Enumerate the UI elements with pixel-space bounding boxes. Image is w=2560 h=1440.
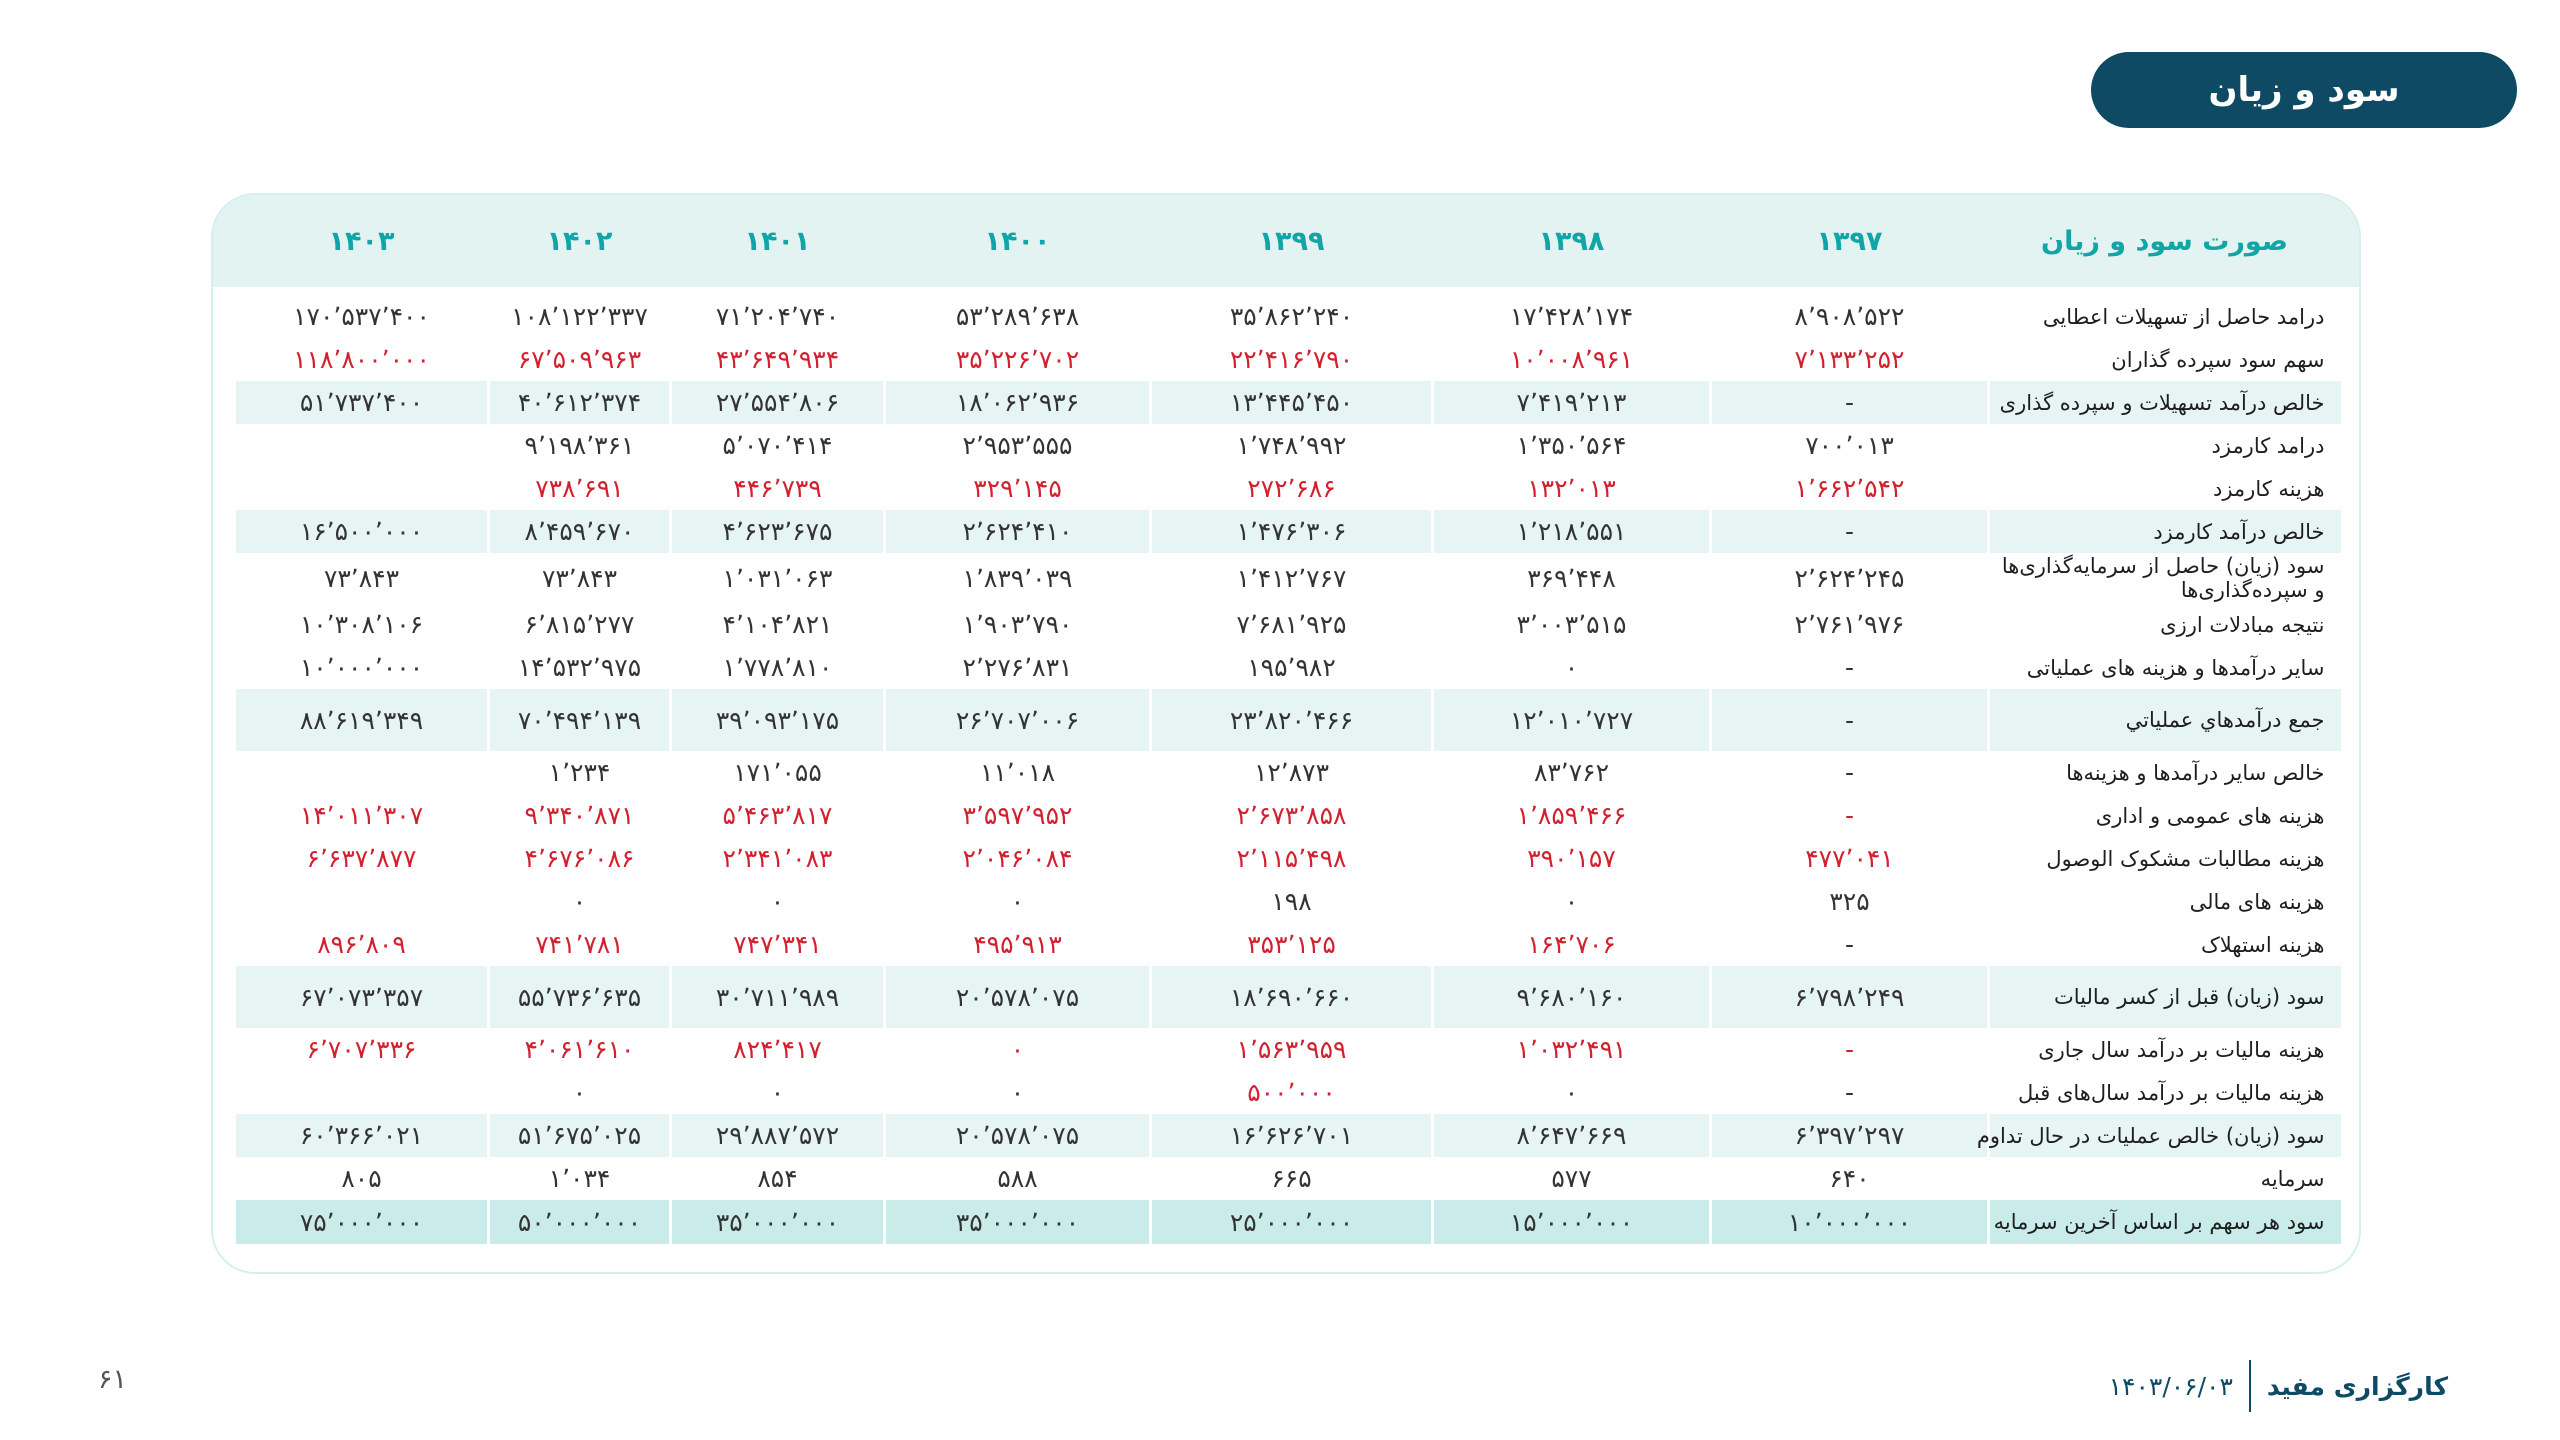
table-cell [235, 880, 489, 923]
table-cell: ۷۳٬۸۴۳ [235, 553, 489, 603]
table-row [235, 553, 2341, 603]
table-cell: ۴٬۰۶۱٬۶۱۰ [489, 1028, 671, 1071]
table-cell: ۶٬۷۹۸٬۲۴۹ [1711, 966, 1989, 1028]
table-cell: ۷٬۱۳۳٬۲۵۲ [1711, 338, 1989, 381]
table-cell: ۸۵۴ [671, 1157, 885, 1200]
table-cell: ۷۳۸٬۶۹۱ [489, 467, 671, 510]
footer-divider [2249, 1360, 2251, 1412]
table-row [235, 381, 2341, 424]
report-date: ۱۴۰۳/۰۶/۰۳ [2108, 1371, 2233, 1401]
table-cell: ۵۱٬۷۳۷٬۴۰۰ [235, 381, 489, 424]
footer-brand-block [2109, 1360, 2448, 1412]
table-cell [235, 1071, 489, 1114]
table-cell: ۱۰٬۰۰۰٬۰۰۰ [1711, 1200, 1989, 1244]
table-cell: ۳۵٬۰۰۰٬۰۰۰ [671, 1200, 885, 1244]
table-cell: - [1711, 510, 1989, 553]
table-cell: ۲۲٬۴۱۶٬۷۹۰ [1151, 338, 1433, 381]
table-cell: ۵٬۰۷۰٬۴۱۴ [671, 424, 885, 467]
table-cell: ۵۸۸ [885, 1157, 1151, 1200]
table-cell: ۱۲٬۸۷۳ [1151, 751, 1433, 794]
table-cell: ۸۸٬۶۱۹٬۳۴۹ [235, 689, 489, 751]
table-cell: ۰ [1433, 646, 1711, 689]
table-cell: ۲٬۷۶۱٬۹۷۶ [1711, 603, 1989, 646]
column-header-1400: ۱۴۰۰ [984, 225, 1051, 257]
table-cell: ۸۳٬۷۶۲ [1433, 751, 1711, 794]
table-cell: ۷۵٬۰۰۰٬۰۰۰ [235, 1200, 489, 1244]
table-row [235, 467, 2341, 510]
table-cell: ۴۳٬۶۴۹٬۹۳۴ [671, 338, 885, 381]
table-cell: - [1711, 689, 1989, 751]
table-cell: ۶۷٬۵۰۹٬۹۶۳ [489, 338, 671, 381]
table-cell: ۶٬۷۰۷٬۳۳۶ [235, 1028, 489, 1071]
header-row [235, 195, 2341, 287]
table-cell: ۳۹٬۰۹۳٬۱۷۵ [671, 689, 885, 751]
table-cell [235, 467, 489, 510]
table-cell: ۰ [1433, 1071, 1711, 1114]
table-cell: ۱۶٬۶۲۶٬۷۰۱ [1151, 1114, 1433, 1157]
table-cell: ۱٬۰۳۴ [489, 1157, 671, 1200]
row-label: سود (زیان) خالص عملیات در حال تداوم [1989, 1114, 2341, 1157]
table-cell: ۵۵٬۷۳۶٬۶۳۵ [489, 966, 671, 1028]
table-cell: ۴۹۵٬۹۱۳ [885, 923, 1151, 966]
table-cell: ۲٬۶۲۴٬۲۴۵ [1711, 553, 1989, 603]
table-row [235, 338, 2341, 381]
column-header-1403: ۱۴۰۳ [328, 225, 395, 257]
table-row-eps [235, 1200, 2341, 1244]
table-cell: ۹٬۱۹۸٬۳۶۱ [489, 424, 671, 467]
row-label: خالص سایر درآمدها و هزینه‌ها [1989, 751, 2341, 794]
column-header-1399: ۱۳۹۹ [1258, 225, 1325, 257]
table-cell: ۱۸٬۰۶۲٬۹۳۶ [885, 381, 1151, 424]
table-cell: ۲۵٬۰۰۰٬۰۰۰ [1151, 1200, 1433, 1244]
table-cell: ۴٬۱۰۴٬۸۲۱ [671, 603, 885, 646]
table-cell: ۵۰٬۰۰۰٬۰۰۰ [489, 1200, 671, 1244]
table-cell: ۱٬۲۱۸٬۵۵۱ [1433, 510, 1711, 553]
table-row-profit-before-tax [235, 966, 2341, 1028]
page-title: سود و زیان [2091, 52, 2517, 128]
table-cell: ۱٬۰۳۲٬۴۹۱ [1433, 1028, 1711, 1071]
table-cell: ۶۶۵ [1151, 1157, 1433, 1200]
table-cell: ۳۶۹٬۴۴۸ [1433, 553, 1711, 603]
table-cell: ۵۳٬۲۸۹٬۶۳۸ [885, 295, 1151, 338]
table-cell: ۱۷۱٬۰۵۵ [671, 751, 885, 794]
table-cell: ۷۳٬۸۴۳ [489, 553, 671, 603]
table-row [235, 1114, 2341, 1157]
table-cell: ۱۰٬۳۰۸٬۱۰۶ [235, 603, 489, 646]
table-cell: - [1711, 646, 1989, 689]
table-cell: ۱٬۵۶۳٬۹۵۹ [1151, 1028, 1433, 1071]
table-row [235, 603, 2341, 646]
table-cell: ۱٬۲۳۴ [489, 751, 671, 794]
table-cell: - [1711, 751, 1989, 794]
table-cell: ۳۲۵ [1711, 880, 1989, 923]
row-label: سود (زیان) حاصل از سرمایه‌گذاری‌ها و سپرده‌گذاری‌ها [1989, 553, 2341, 603]
column-header-1398: ۱۳۹۸ [1538, 225, 1605, 257]
table-cell: - [1711, 923, 1989, 966]
table-cell: ۴۰٬۶۱۲٬۳۷۴ [489, 381, 671, 424]
table-cell: ۱۷٬۴۲۸٬۱۷۴ [1433, 295, 1711, 338]
row-label: هزینه مطالبات مشکوک الوصول [1989, 837, 2341, 880]
table-cell: ۳۲۹٬۱۴۵ [885, 467, 1151, 510]
table-cell: ۲٬۲۷۶٬۸۳۱ [885, 646, 1151, 689]
table-cell: ۳۵٬۸۶۲٬۲۴۰ [1151, 295, 1433, 338]
table-cell: - [1711, 1071, 1989, 1114]
table-cell: - [1711, 381, 1989, 424]
income-statement-table [233, 195, 2341, 1244]
table-cell: ۱٬۶۶۲٬۵۴۲ [1711, 467, 1989, 510]
table-cell: ۴۷۷٬۰۴۱ [1711, 837, 1989, 880]
table-cell: ۶٬۳۹۷٬۲۹۷ [1711, 1114, 1989, 1157]
table-cell: ۵۱٬۶۷۵٬۰۲۵ [489, 1114, 671, 1157]
row-label: درامد کارمزد [1989, 424, 2341, 467]
table-cell: ۱۰۸٬۱۲۲٬۳۳۷ [489, 295, 671, 338]
table-cell: ۲۶٬۷۰۷٬۰۰۶ [885, 689, 1151, 751]
table-cell: ۶٬۶۳۷٬۸۷۷ [235, 837, 489, 880]
table-cell: ۱۰٬۰۰۰٬۰۰۰ [235, 646, 489, 689]
table-cell: ۱٬۷۴۸٬۹۹۲ [1151, 424, 1433, 467]
table-cell: ۳۵۳٬۱۲۵ [1151, 923, 1433, 966]
table-cell: ۸٬۶۴۷٬۶۶۹ [1433, 1114, 1711, 1157]
table-row [235, 923, 2341, 966]
table-cell: ۶۴۰ [1711, 1157, 1989, 1200]
table-cell: ۷٬۶۸۱٬۹۲۵ [1151, 603, 1433, 646]
table-cell: ۰ [1433, 880, 1711, 923]
table-row [235, 1028, 2341, 1071]
table-cell: ۶٬۸۱۵٬۲۷۷ [489, 603, 671, 646]
table-cell: ۰ [489, 880, 671, 923]
table-row [235, 646, 2341, 689]
row-label: سایر درآمدها و هزینه های عملیاتی [1989, 646, 2341, 689]
table-cell: ۵۷۷ [1433, 1157, 1711, 1200]
table-cell: ۴٬۶۲۳٬۶۷۵ [671, 510, 885, 553]
row-label: سرمایه [1989, 1157, 2341, 1200]
table-cell: ۱٬۸۳۹٬۰۳۹ [885, 553, 1151, 603]
table-cell: ۹٬۳۴۰٬۸۷۱ [489, 794, 671, 837]
table-cell: ۲۷٬۵۵۴٬۸۰۶ [671, 381, 885, 424]
table-cell: ۲٬۶۲۴٬۴۱۰ [885, 510, 1151, 553]
column-header-1401: ۱۴۰۱ [744, 225, 811, 257]
table-row [235, 424, 2341, 467]
table-cell: ۱۴٬۵۳۲٬۹۷۵ [489, 646, 671, 689]
table-cell: ۲۰٬۵۷۸٬۰۷۵ [885, 966, 1151, 1028]
table-cell: ۱٬۰۳۱٬۰۶۳ [671, 553, 885, 603]
row-label: هزینه کارمزد [1989, 467, 2341, 510]
table-row [235, 295, 2341, 338]
row-label: خالص درآمد کارمزد [1989, 510, 2341, 553]
column-header-1402: ۱۴۰۲ [546, 225, 613, 257]
row-label: هزینه های عمومی و اداری [1989, 794, 2341, 837]
table-cell: ۵۰۰٬۰۰۰ [1151, 1071, 1433, 1114]
table-cell: ۲٬۹۵۳٬۵۵۵ [885, 424, 1151, 467]
page-number: ۶۱ [98, 1364, 128, 1395]
table-cell: ۱۱٬۰۱۸ [885, 751, 1151, 794]
table-cell: ۲٬۱۱۵٬۴۹۸ [1151, 837, 1433, 880]
table-cell: ۱٬۴۷۶٬۳۰۶ [1151, 510, 1433, 553]
column-header-statement: صورت سود و زیان [2041, 225, 2288, 257]
table-cell: ۱٬۴۱۲٬۷۶۷ [1151, 553, 1433, 603]
row-label: هزینه مالیات بر درآمد سال جاری [1989, 1028, 2341, 1071]
table-cell: ۱۰٬۰۰۸٬۹۶۱ [1433, 338, 1711, 381]
table-cell: ۶۷٬۰۷۳٬۳۵۷ [235, 966, 489, 1028]
table-cell: ۲٬۳۴۱٬۰۸۳ [671, 837, 885, 880]
table-cell: ۳۰٬۷۱۱٬۹۸۹ [671, 966, 885, 1028]
table-cell: ۱۳۲٬۰۱۳ [1433, 467, 1711, 510]
column-header-1397: ۱۳۹۷ [1816, 225, 1883, 257]
table-cell: ۱۹۵٬۹۸۲ [1151, 646, 1433, 689]
table-row [235, 1157, 2341, 1200]
table-cell: ۳۵٬۰۰۰٬۰۰۰ [885, 1200, 1151, 1244]
table-cell: ۸۰۵ [235, 1157, 489, 1200]
table-cell: ۳٬۵۹۷٬۹۵۲ [885, 794, 1151, 837]
row-label: سود (زیان) قبل از کسر مالیات [1989, 966, 2341, 1028]
table-cell: ۱۷۰٬۵۳۷٬۴۰۰ [235, 295, 489, 338]
table-cell: ۷٬۴۱۹٬۲۱۳ [1433, 381, 1711, 424]
table-cell: - [1711, 794, 1989, 837]
table-row [235, 751, 2341, 794]
table-cell: ۵٬۴۶۳٬۸۱۷ [671, 794, 885, 837]
table-cell: ۹٬۶۸۰٬۱۶۰ [1433, 966, 1711, 1028]
table-cell: ۳٬۰۰۳٬۵۱۵ [1433, 603, 1711, 646]
table-cell: ۷۰۰٬۰۱۳ [1711, 424, 1989, 467]
table-cell: ۱٬۹۰۳٬۷۹۰ [885, 603, 1151, 646]
row-label: جمع درآمدهاي عملياتي [1989, 689, 2341, 751]
table-cell: ۱٬۸۵۹٬۴۶۶ [1433, 794, 1711, 837]
table-cell: ۴۴۶٬۷۳۹ [671, 467, 885, 510]
row-label: هزینه های مالی [1989, 880, 2341, 923]
table-cell: ۷۰٬۴۹۴٬۱۳۹ [489, 689, 671, 751]
table-cell: ۰ [885, 1071, 1151, 1114]
table-cell: ۲٬۶۷۳٬۸۵۸ [1151, 794, 1433, 837]
table-cell: ۳۵٬۲۲۶٬۷۰۲ [885, 338, 1151, 381]
row-label: نتیجه مبادلات ارزی [1989, 603, 2341, 646]
table-cell: ۱۸٬۶۹۰٬۶۶۰ [1151, 966, 1433, 1028]
table-cell: ۱۶٬۵۰۰٬۰۰۰ [235, 510, 489, 553]
table-cell: ۰ [885, 880, 1151, 923]
table-cell: ۶۰٬۳۶۶٬۰۲۱ [235, 1114, 489, 1157]
table-cell: ۲۷۲٬۶۸۶ [1151, 467, 1433, 510]
row-label: هزینه استهلاک [1989, 923, 2341, 966]
table-cell: ۱۳٬۴۴۵٬۴۵۰ [1151, 381, 1433, 424]
table-cell: ۱۶۴٬۷۰۶ [1433, 923, 1711, 966]
table-cell: ۰ [489, 1071, 671, 1114]
table-cell: ۱٬۷۷۸٬۸۱۰ [671, 646, 885, 689]
table-row [235, 837, 2341, 880]
spacer-row [235, 287, 2341, 295]
row-label: سهم سود سپرده گذاران [1989, 338, 2341, 381]
table-cell [235, 424, 489, 467]
row-label: سود هر سهم بر اساس آخرین سرمایه [1989, 1200, 2341, 1244]
table-cell: ۱۵٬۰۰۰٬۰۰۰ [1433, 1200, 1711, 1244]
table-cell: ۱۱۸٬۸۰۰٬۰۰۰ [235, 338, 489, 381]
table-cell: ۷۱٬۲۰۴٬۷۴۰ [671, 295, 885, 338]
table-cell: ۳۹۰٬۱۵۷ [1433, 837, 1711, 880]
table-cell: ۰ [885, 1028, 1151, 1071]
table-row [235, 510, 2341, 553]
table-cell: ۱۴٬۰۱۱٬۳۰۷ [235, 794, 489, 837]
table-cell: - [1711, 1028, 1989, 1071]
table-cell: ۴٬۶۷۶٬۰۸۶ [489, 837, 671, 880]
table-cell: ۲۹٬۸۸۷٬۵۷۲ [671, 1114, 885, 1157]
brand-name: کارگزاری مفید [2266, 1371, 2448, 1401]
table-cell: ۲۰٬۵۷۸٬۰۷۵ [885, 1114, 1151, 1157]
table-cell: ۱۲٬۰۱۰٬۷۲۷ [1433, 689, 1711, 751]
row-label: درامد حاصل از تسهیلات اعطایی [1989, 295, 2341, 338]
income-statement-card [211, 193, 2361, 1274]
table-cell: ۷۴۷٬۳۴۱ [671, 923, 885, 966]
table-row [235, 1071, 2341, 1114]
table-cell: ۷۴۱٬۷۸۱ [489, 923, 671, 966]
table-cell [235, 751, 489, 794]
table-cell: ۰ [671, 1071, 885, 1114]
table-cell: ۰ [671, 880, 885, 923]
table-cell: ۱۹۸ [1151, 880, 1433, 923]
table-row [235, 794, 2341, 837]
table-cell: ۸٬۴۵۹٬۶۷۰ [489, 510, 671, 553]
spacer-cell [235, 287, 2341, 295]
table-cell: ۸۲۴٬۴۱۷ [671, 1028, 885, 1071]
table-row-total-operating-income [235, 689, 2341, 751]
table-row [235, 880, 2341, 923]
table-cell: ۲۳٬۸۲۰٬۴۶۶ [1151, 689, 1433, 751]
table-cell: ۱٬۳۵۰٬۵۶۴ [1433, 424, 1711, 467]
row-label: هزینه مالیات بر درآمد سال‌های قبل [1989, 1071, 2341, 1114]
table-cell: ۸٬۹۰۸٬۵۲۲ [1711, 295, 1989, 338]
table-cell: ۸۹۶٬۸۰۹ [235, 923, 489, 966]
row-label: خالص درآمد تسهیلات و سپرده گذاری [1989, 381, 2341, 424]
table-cell: ۲٬۰۴۶٬۰۸۴ [885, 837, 1151, 880]
